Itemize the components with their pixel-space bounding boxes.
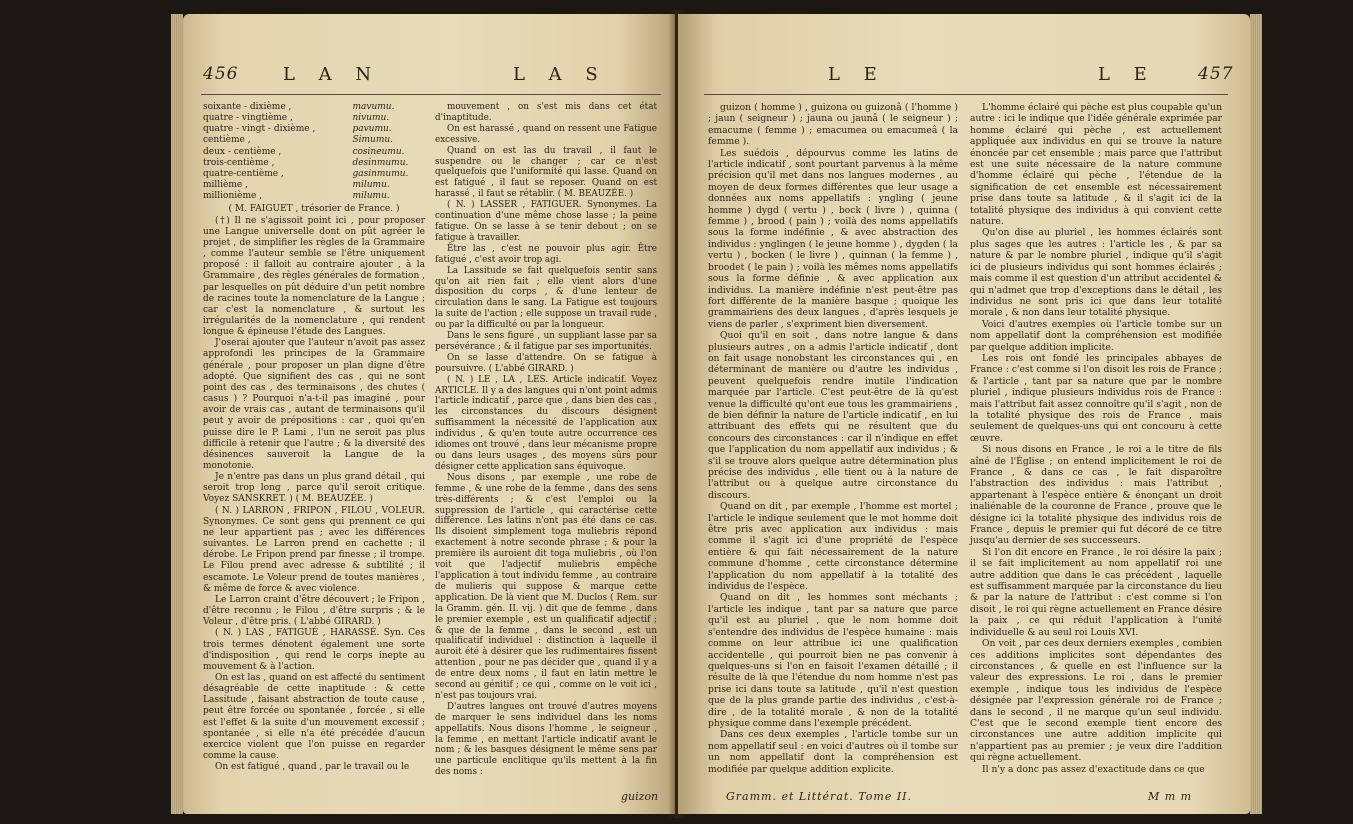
right-page-column-1 [708,102,958,775]
ordinal-translation: pavumu. [352,124,392,135]
paragraph: (†) Il ne s'agissoit point ici , pour proposer une Langue universelle dont on pût agréer le projet , de simplifier les règles de la Grammaire , comme l'auteur semble se l'être uniquement proposé : il falloit au contraire ajouter , à la Grammaire , des règles générales de formation , par lesquelles on pût déduire d'un petit nombre de racines toute la nomenclature de la Langue ; car c'est la nomenclature , & surtout les irrégularités de la nomenclature , qui rendent longue & épineuse l'étude des Langues. [203,215,425,338]
paragraph: Quand on est las du travail , il faut le suspendre ou le changer ; car ce n'est quelquefois que l'uniformité qui lasse. Quand on est fatigué , il faut se reposer. Quand on est harassé , il faut se rétablir. ( M. BEAUZÉE. ) [435,145,657,200]
table-row [203,169,425,180]
paragraph: D'autres langues ont trouvé d'autres moyens de marquer le sens individuel dans les noms appellatifs. Nous disons l'homme , le seigneur , la femme , en mettant l'article indicatif avant le nom ; & les basques désignent le même sens par une particule enclitique qu'ils mettent à la fin des noms : [435,701,657,778]
ordinal-translation: cosineumu. [352,146,405,157]
ordinal-translation: desinmumu. [352,157,409,168]
left-page [183,14,675,814]
paragraph: ( N. ) LAS , FATIGUÉ , HARASSÉ. Syn. Ces trois termes dénotent également une sorte d'indisposition , qui rend le corps inepte au mouvement & à l'action. [203,628,425,672]
paragraph: Le Larron craint d'être découvert ; le Fripon , d'être reconnu ; le Filou , d'être surpris ; & le Voleur , d'être pris. ( L'abbé GIRARD. ) [203,594,425,628]
ordinal-translation: milumu. [352,180,390,191]
paragraph: Dans le sens figuré , un suppliant lasse par sa persévérance ; & il fatigue par ses importunités. [435,331,657,352]
headword-left-col: L E [828,64,886,85]
paragraph: mouvement , on s'est mis dans cet état d'inaptitude. [435,102,657,123]
paragraph: Quoi qu'il en soit , dans notre langue & dans plusieurs autres , on a admis l'article indicatif , dont on fait usage nonobstant les circonstances qui , en déterminant de manière ou d'autre les individus , peuvent quelquefois rendre inutile l'indication marquée par l'article. C'est peut-être de là qu'est venue la difficulté qu'ont eue tous les grammairiens , de bien définir la nature de l'article indicatif , en lui attribuant des effets qui ne résultent que du concours des circonstances : car il n'indique en effet que l'application du nom appellatif aux individus ; & s'il se trouve alors quelque autre détermination plus précise des individus , elle tient ou à la nature de l'attribut ou à quelque autre circonstance du discours. [708,330,958,501]
paragraph: Si nous disons en France , le roi a le titre de fils aîné de l'Église ; on entend implicitement le roi de France , & dans ce cas , le fait disparoître l'abstraction des individus : mais l'attribut , appartenant à l'espèce entière & énonçant un droit inaliénable de la couronne de France , prouve que le désigne ici la totalité physique des individus rois de France , depuis le premier qui fut décoré de ce titre jusqu'au dernier de ses successeurs. [970,444,1222,547]
ordinal-translation: nivumu. [352,113,390,124]
paragraph: Quand on dit , par exemple , l'homme est mortel ; l'article le indique seulement que le mot homme doit être pris avec application aux individus : mais comme il s'agit ici d'une propriété de l'espèce entière & qui fait nécessairement de la nature commune d'homme , cette circonstance détermine l'application du nom appellatif à la totalité des individus de l'espèce. [708,501,958,593]
ordinal-translation: milumu. [352,191,390,202]
page-number: 456 [203,64,239,84]
right-page-column-2 [970,102,1222,775]
ordinal-word: quatre - vingtième , [203,113,293,124]
paragraph: On se lasse d'attendre. On se fatigue à poursuivre. ( L'abbé GIRARD. ) [435,352,657,374]
ordinal-word: quatre-centième , [203,168,284,179]
left-page-edges [171,14,183,814]
ordinal-word: millionième , [203,191,263,202]
paragraph: ( N. ) LARRON , FRIPON , FILOU , VOLEUR. Synonymes. Ce sont gens qui prennent ce qui ne leur appartient pas ; avec les différences suivantes. Le Larron prend en cachette ; il dérobe. Le Fripon prend par finesse ; il trompe. Le Filou prend avec adresse & subtilité ; il escamote. Le Voleur prend de toutes manières , & même de force & avec violence. [203,505,425,594]
paragraph: Je n'entre pas dans un plus grand détail , qui seroit trop long , parce qu'il seroit critique. Voyez SANSKRET. ) ( M. BEAUZÉE. ) [203,472,425,505]
ordinal-word: centième , [203,135,251,146]
right-running-head [678,64,1250,90]
left-running-head [183,64,675,90]
paragraph: Voici d'autres exemples où l'article tombe sur un nom appellatif dont la compréhension est modifiée par quelque addition implicite. [970,318,1222,353]
paragraph: Nous disons , par exemple , une robe de femme , & une robe de la femme , dans des sens très-différents ; & c'est l'emploi ou la suppression de l'article , qui caractérise cette différence. Les latins n'ont pas été dans ce cas. Ils disoient simplement toga muliebris répond exactement à notre seconde phrase ; & pour la première ils auroient dit toga muliebris , où l'on voit que l'adjectif muliebris empêche l'application à tout individu femme , au contraire de mulieris qui suppose & marque cette application. De là vient que M. Duclos ( Rem. sur la Gramm. gén. II. vij. ) dit que de femme , dans le premier exemple , est un qualificatif adjectif ; & que de la femme , dans le second , est un qualificatif individuel : distinction à laquelle il auroit été à désirer que les rudimentaires fissent attention , pour ne pas décider que , quand il y a de entre deux noms , il faut en latin mettre le second au génitif ; ce qui , comme on le voit ici , n'est pas toujours vrai. [435,472,657,701]
paragraph: Les rois ont fondé les principales abbayes de France : c'est comme si l'on disoit les rois de France ; & l'article , tant par sa nature que par le nombre pluriel , indique plusieurs individus rois de France : mais l'attribut fait assez connoître qu'il s'agit , non de la totalité physique des rois de France , mais seulement de quelques-uns qui ont concouru à cette œuvre. [970,352,1222,444]
headword-left-col: L A N [283,64,381,85]
paragraph: guizon ( homme ) , guizona ou guizonâ ( l'homme ) ; jaun ( seigneur ) ; jauna ou jaunâ ( le seigneur ) ; emacume ( femme ) ; emacumea ou emacumeâ ( la femme ). [708,102,958,148]
table-row [203,191,425,202]
paragraph: On est harassé , quand on ressent une Fatigue excessive. [435,123,657,145]
table-row [203,158,425,169]
ordinal-word: deux - centième , [203,146,282,157]
ordinal-translation: gasinmumu. [352,168,409,179]
table-row [203,102,425,113]
ordinal-translation: mavumu. [352,102,395,112]
paragraph: J'oserai ajouter que l'auteur n'avoit pas assez approfondi les principes de la Grammaire générale , pour proposer un plan digne d'être adopté. Que signifient des cas , qui ne sont point des cas , des terminaisons , des chutes ( casus ) ? Pourquoi n'a-t-il pas imaginé , pour avoir de vrais cas , autant de terminaisons qu'il peut y avoir de prépositions : car , quoi qu'en puisse dire le P. Lami , l'un ne seroit pas plus difficile à retenir que l'autre ; & la diversité des désinences sauveroit la Langue de la monotonie. [203,338,425,471]
paragraph: On voit , par ces deux derniers exemples , combien ces additions implicites sont dépendantes des circonstances , & quelle en est l'influence sur la valeur des expressions. Le roi , dans le premier exemple , indique tous les individus de l'espèce désignée par l'expression générale roi de France ; dans le second , il ne marque qu'un seul individu. C'est que le second exemple tient encore des circonstances une autre addition implicite qui n'appartient pas au premier ; je veux dire l'addition qui règne actuellement. [970,638,1222,764]
table-row [203,113,425,124]
paragraph: Être las , c'est ne pouvoir plus agir. Être fatigué , c'est avoir trop agi. [435,243,657,265]
paragraph: ( N. ) LE , LA , LES. Article indicatif. Voyez ARTICLE. Il y a des langues qui n'ont point admis l'article indicatif , parce que , dans bien des cas , les circonstances du discours désignent suffisamment la nécessité de l'application aux individus , & qu'en toute autre occurrence ces idiomes ont trouvé , dans leur mécanisme propre ou dans leurs usages , des moyens sûrs pour désigner cette application sans équivoque. [435,374,657,472]
page-number: 457 [1198,64,1234,84]
headword-right-col: L E [1098,64,1156,85]
left-page-column-1 [203,102,425,773]
paragraph: Quand on dit , les hommes sont méchants ; l'article les indique , tant par sa nature que parce qu'il est au pluriel , que le nom homme doit s'entendre des individus de l'espèce humaine : mais comme on leur attribue ici une qualification accidentelle , qui pourroit bien ne pas convenir à quelques-uns si l'on en faisoit l'examen détaillé ; il résulte de là que l'étendue du nom homme n'est pas prise ici dans toute sa latitude , qu'il n'est question que de la plus grande partie des individus , c'est-à-dire , de la totalité morale , & non de la totalité physique comme dans l'exemple précédent. [708,592,958,729]
ordinal-translation: Simumu. [352,135,394,146]
paragraph: Dans ces deux exemples , l'article tombe sur un nom appellatif seul : en voici d'autres où il tombe sur un nom appellatif dont la compréhension est modifiée par quelque addition explicite. [708,729,958,775]
right-page-edges [1250,14,1262,814]
right-page [678,14,1250,814]
header-rule [201,94,661,95]
ordinal-word: millième , [203,180,248,191]
paragraph: L'homme éclairé qui pèche est plus coupable qu'un autre : ici le indique que l'idée générale exprimée par homme éclairé qui pèche , est actuellement appliquée aux individus en qui se trouve la nature énoncée par cet ensemble ; mais parce que l'attribut est une suite nécessaire de la nature commune d'homme éclairé qui pèche , l'étendue de la signification de cet ensemble est nécessairement prise dans toute sa latitude , & il s'agit ici de la totalité physique des individus à qui convient cette nature. [970,102,1222,228]
headword-right-col: L A S [513,64,607,85]
ordinal-word: trois-centième , [203,157,275,168]
paragraph: Il n'y a donc pas assez d'exactitude dans ce que [982,763,1205,775]
paragraph: On est fatigué , quand , par le travail ou le [215,762,410,773]
header-rule [704,94,1228,95]
signature: ( M. FAIGUET , trésorier de France. ) [228,204,400,215]
table-row [203,135,425,146]
ordinal-word: soixante - dixième , [203,102,292,112]
ordinal-number-table [203,102,425,202]
paragraph: La Lassitude se fait quelquefois sentir sans qu'on ait rien fait ; elle vient alors d'une disposition du corps , & d'une lenteur de circulation dans le sang. La Fatigue est toujours la suite de l'action ; elle suppose un travail rude , ou par la difficulté ou par la longueur. [435,265,657,331]
ordinal-word: quatre - vingt - dixième , [203,124,316,135]
gathering-signature: M m m [1148,790,1193,803]
paragraph: Les suédois , dépourvus comme les latins de l'article indicatif , sont pourtant parvenus à la même précision qu'il met dans nos langues modernes , au moyen de deux formes différentes que leur usage a données aux noms appellatifs : yngling ( jeune homme ) dygd ( vertu ) , bock ( livre ) , quinna ( femme ) , brood ( pain ) ; voilà des noms appellatifs sous la forme indéfinie , & avec abstraction des individus : ynglingen ( le jeune homme ) , dygden ( la vertu ) , bocken ( le livre ) , quinnan ( la femme ) , broodet ( le pain ) ; voilà les mêmes noms appellatifs sous la forme définie , & avec application aux individus. La manière indéfinie n'est peut-être pas fort différente de la manière basque ; quoique les grammairiens des deux langues , d'après lesquels je viens de parler , s'expriment bien diversement. [708,147,958,330]
left-page-column-2 [435,102,657,778]
paragraph: ( N. ) LASSER , FATIGUER. Synonymes. La continuation d'une même chose lasse ; la peine fatigue. On se lasse à se tenir debout ; on se fatigue à travailler. [435,200,657,243]
table-row [203,180,425,191]
paragraph: On est las , quand on est affecté du sentiment désagréable de cette inaptitude : & cette Lassitude , faisant abstraction de toute cause , peut être forcée ou spontanée , forcée , si elle est l'effet & la suite d'un mouvement excessif ; spontanée , si elle n'a été précédée d'aucun exercice violent que l'on puisse en regarder comme la cause. [203,672,425,762]
paragraph: Qu'on dise au pluriel , les hommes éclairés sont plus sages que les autres : l'article les , & par sa nature & par le nombre pluriel , indique qu'il s'agit ici de plusieurs individus qui sont hommes éclairés ; mais comme il est question d'un attribut accidentel & qui n'admet que trop d'exceptions dans le détail , les individus ne sont pris ici que dans leur totalité morale , & non dans leur totalité physique. [970,227,1222,319]
catchword: guizon [621,790,659,803]
table-row [203,124,425,135]
table-row [203,147,425,158]
paragraph: Si l'on dit encore en France , le roi désire la paix ; il se fait implicitement au nom appellatif roi une autre addition que dans le cas précédent , laquelle est suffisamment marquée par la circonstance du lieu & par la nature de l'attribut : c'est comme si l'on disoit , le roi qui règne actuellement en France désire la paix , ce qui réduit l'application à l'unité individuelle & au seul roi Louis XVI. [970,546,1222,638]
printer-signature: Gramm. et Littérat. Tome II. [726,790,913,803]
